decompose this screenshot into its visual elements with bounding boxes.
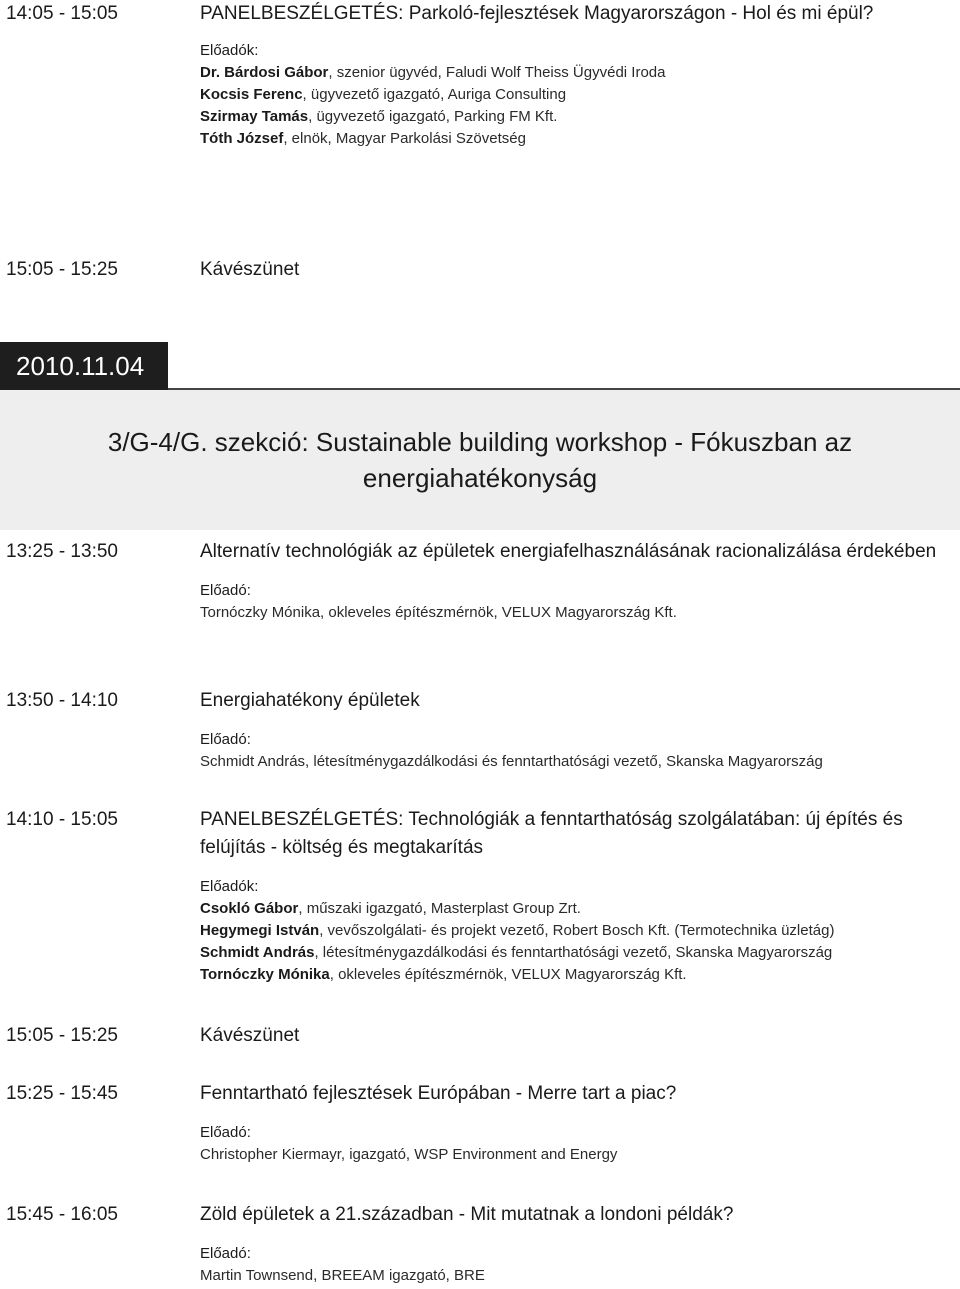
session-time: 13:25 - 13:50	[6, 541, 118, 562]
session-content	[200, 1080, 945, 1166]
session-title: PANELBESZÉLGETÉS: Technológiák a fenntarthatóság szolgálatában: új építés és felújítás - költség és megtakarítás	[200, 809, 903, 858]
speaker-name: Csokló Gábor	[200, 900, 299, 917]
session-title: PANELBESZÉLGETÉS: Parkoló-fejlesztések Magyarországon - Hol és mi épül?	[200, 3, 874, 24]
speakers-label: Előadó:	[200, 731, 251, 748]
speaker-name: Szirmay Tamás	[200, 108, 309, 125]
session-title: Energiahatékony épületek	[200, 690, 420, 711]
speaker-details: , ügyvezető igazgató, Auriga Consulting	[302, 86, 567, 103]
speaker-details: , szenior ügyvéd, Faludi Wolf Theiss Ügyvédi Iroda	[328, 64, 666, 81]
session-content	[200, 538, 945, 624]
speaker-line	[200, 920, 945, 942]
session-content	[200, 1201, 945, 1287]
session-time: 14:05 - 15:05	[6, 3, 118, 24]
session-time: 14:10 - 15:05	[6, 809, 118, 830]
session-content	[200, 806, 945, 986]
session-time: 15:25 - 15:45	[6, 1083, 118, 1104]
speaker-name: Tóth József	[200, 130, 284, 147]
speaker-line	[200, 62, 945, 84]
session-time: 15:05 - 15:25	[6, 1025, 118, 1046]
speaker-line	[200, 106, 945, 128]
speakers-label: Előadók:	[200, 878, 259, 895]
speaker-details: , elnök, Magyar Parkolási Szövetség	[283, 130, 526, 147]
speaker-details: , létesítménygazdálkodási és fenntarthatósági vezető, Skanska Magyarország	[314, 944, 833, 961]
speaker-name: Kocsis Ferenc	[200, 86, 303, 103]
speaker-name: Schmidt András	[200, 944, 315, 961]
speakers-label: Előadó:	[200, 1124, 251, 1141]
speaker-line	[200, 128, 945, 150]
session-content	[200, 1022, 945, 1050]
session-title: Zöld épületek a 21.században - Mit mutatnak a londoni példák?	[200, 1204, 734, 1225]
session-content	[200, 0, 945, 150]
speaker-details: , ügyvezető igazgató, Parking FM Kft.	[308, 108, 558, 125]
speaker-line	[200, 898, 945, 920]
session-title: Kávészünet	[200, 259, 300, 280]
session-time: 15:45 - 16:05	[6, 1204, 118, 1225]
date-bar	[0, 342, 960, 390]
speaker-name: Tornóczky Mónika	[200, 966, 330, 983]
speaker-details: , műszaki igazgató, Masterplast Group Zrt.	[298, 900, 581, 917]
session-time: 15:05 - 15:25	[6, 259, 118, 280]
session-content	[200, 256, 945, 284]
speaker-line: Christopher Kiermayr, igazgató, WSP Environment and Energy	[200, 1146, 618, 1163]
session-content	[200, 687, 945, 773]
session-title: Fenntartható fejlesztések Európában - Merre tart a piac?	[200, 1083, 677, 1104]
speakers-label: Előadó:	[200, 582, 251, 599]
speaker-details: , okleveles építészmérnök, VELUX Magyarország Kft.	[329, 966, 687, 983]
speaker-line	[200, 964, 945, 986]
speaker-line: Martin Townsend, BREEAM igazgató, BRE	[200, 1267, 485, 1284]
session-title: Alternatív technológiák az épületek energiafelhasználásának racionalizálása érdekében	[200, 541, 937, 562]
speaker-line: Tornóczky Mónika, okleveles építészmérnök, VELUX Magyarország Kft.	[200, 604, 677, 621]
section-header	[0, 390, 960, 530]
speaker-name: Hegymegi István	[200, 922, 320, 939]
speakers-label: Előadó:	[200, 1245, 251, 1262]
date-label: 2010.11.04	[0, 342, 168, 390]
session-title: Kávészünet	[200, 1025, 300, 1046]
speaker-line: Schmidt András, létesítménygazdálkodási és fenntarthatósági vezető, Skanska Magyarország	[200, 753, 823, 770]
speaker-line	[200, 84, 945, 106]
speakers-label: Előadók:	[200, 42, 259, 59]
speaker-name: Dr. Bárdosi Gábor	[200, 64, 329, 81]
section-title: 3/G-4/G. szekció: Sustainable building workshop - Fókuszban az energiahatékonyság	[107, 427, 853, 493]
session-time: 13:50 - 14:10	[6, 690, 118, 711]
speaker-details: , vevőszolgálati- és projekt vezető, Robert Bosch Kft. (Termotechnika üzletág)	[319, 922, 835, 939]
speaker-line	[200, 942, 945, 964]
